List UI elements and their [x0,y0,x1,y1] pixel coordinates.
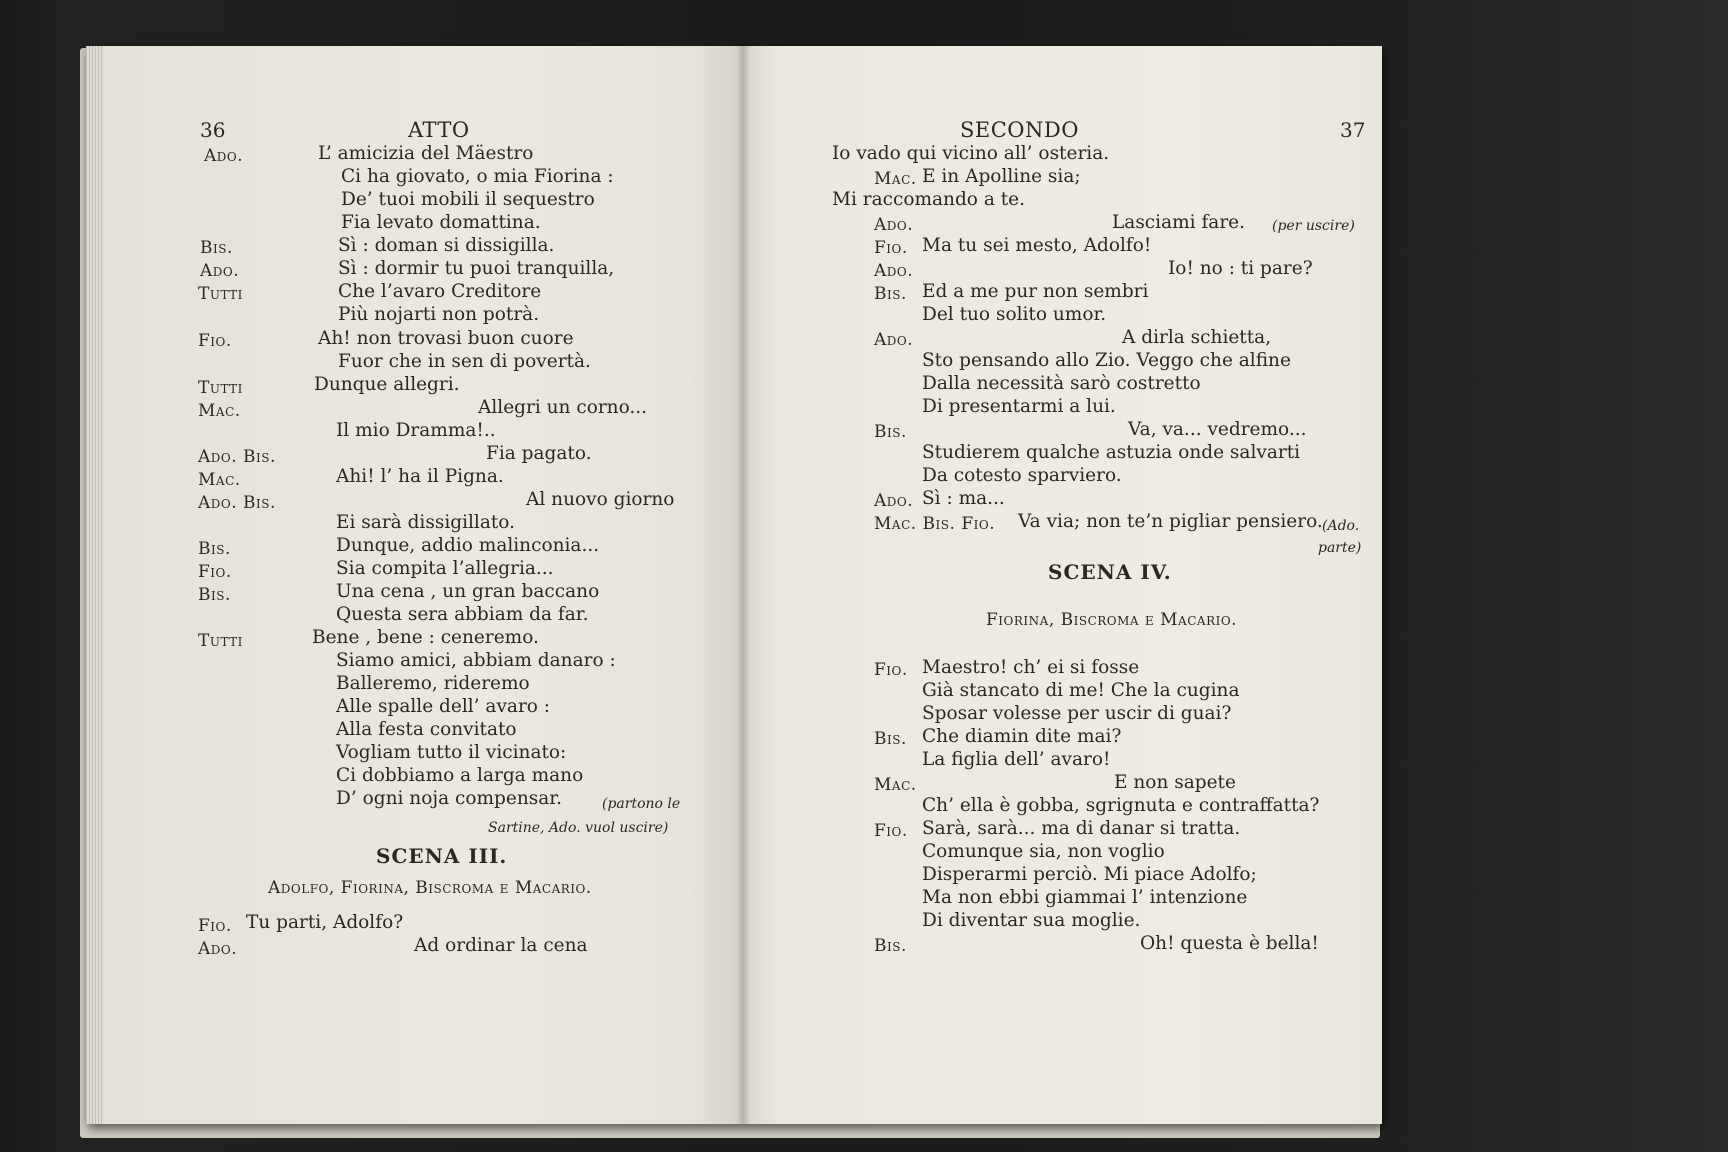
verse-line: Oh! questa è bella! [1140,933,1319,954]
scene-title: SCENA IV. [1048,560,1172,584]
verse-line: Ei sarà dissigillato. [336,512,515,533]
stage-direction: Sartine, Ado. vuol uscire) [488,820,669,836]
speaker-label: Ado. Bis. [198,447,276,467]
speaker-label: Ado. [874,330,914,350]
verse-line: Va via; non te’n pigliar pensiero. [1018,511,1323,532]
verse-line: Bene , bene : ceneremo. [312,627,539,648]
verse-line: Di presentarmi a lui. [922,396,1116,417]
speaker-label: Ado. [874,261,914,281]
speaker-label: Mac. [198,401,241,421]
verse-line: Il mio Dramma!.. [336,420,496,441]
speaker-label: Tutti [198,284,243,304]
stage-direction: (partono le [602,796,681,812]
stage-direction: (Ado. [1322,518,1360,534]
speaker-label: Fio. [874,660,908,680]
verse-line: Sposar volesse per uscir di guai? [922,703,1232,724]
speaker-label: Ado. [874,215,914,235]
stage-direction: parte) [1318,540,1362,556]
verse-line: L’ amicizia del Mäestro [318,143,534,164]
right-running-head: SECONDO [960,118,1079,142]
speaker-label: Bis. [874,729,907,749]
verse-line: Disperarmi perciò. Mi piace Adolfo; [922,864,1257,885]
verse-line: Dalla necessità sarò costretto [922,373,1201,394]
verse-line: Ah! non trovasi buon cuore [318,328,574,349]
speaker-label: Bis. [874,422,907,442]
verse-line: Ci ha giovato, o mia Fiorina : [341,166,614,187]
right-page-number: 37 [1340,118,1366,142]
stage-direction: (per uscire) [1272,218,1355,234]
verse-line: Sì : dormir tu puoi tranquilla, [338,258,615,279]
page-edges [86,46,102,1124]
speaker-label: Bis. [874,936,907,956]
verse-line: Siamo amici, abbiam danaro : [336,650,616,671]
verse-line: Ci dobbiamo a larga mano [336,765,584,786]
verse-line: Alla festa convitato [336,719,517,740]
verse-line: Del tuo solito umor. [922,304,1107,325]
verse-line: Ed a me pur non sembri [922,281,1149,302]
verse-line: Ahi! l’ ha il Pigna. [336,466,504,487]
speaker-label: Tutti [198,631,243,651]
verse-line: Ch’ ella è gobba, sgrignuta e contraffatta? [922,795,1320,816]
verse-line: Dunque allegri. [314,374,460,395]
speaker-label: Tutti [198,378,243,398]
verse-line: Va, va... vedremo... [1128,419,1307,440]
verse-line: Studierem qualche astuzia onde salvarti [922,442,1301,463]
verse-line: A dirla schietta, [1122,327,1272,348]
speaker-label: Ado. [204,146,244,166]
speaker-label: Fio. [874,238,908,258]
verse-line: Balleremo, rideremo [336,673,530,694]
verse-line: Che diamin dite mai? [922,726,1122,747]
speaker-label: Bis. [200,238,233,258]
verse-line: Sia compita l’allegria... [336,558,554,579]
speaker-label: Fio. [198,331,232,351]
right-page [742,46,1382,1124]
speaker-label: Bis. [874,284,907,304]
left-page-number: 36 [200,118,226,142]
speaker-label: Ado. [200,261,240,281]
left-page [86,46,742,1124]
speaker-label: Ado. [198,939,238,959]
verse-line: Sto pensando allo Zio. Veggo che alfine [922,350,1291,371]
book-gutter [736,46,750,1124]
verse-line: Io vado qui vicino all’ osteria. [832,143,1110,164]
speaker-label: Ado. [874,491,914,511]
speaker-label: Mac. [874,169,917,189]
verse-line: Una cena , un gran baccano [336,581,600,602]
speaker-label: Ado. Bis. [198,493,276,513]
speaker-label: Fio. [198,562,232,582]
scene-characters: Adolfo, Fiorina, Biscroma e Macario. [268,878,592,898]
verse-line: Ma tu sei mesto, Adolfo! [922,235,1152,256]
verse-line: Ma non ebbi giammai l’ intenzione [922,887,1248,908]
verse-line: La figlia dell’ avaro! [922,749,1111,770]
verse-line: Da cotesto sparviero. [922,465,1122,486]
verse-line: Fia pagato. [486,443,592,464]
verse-line: Fia levato domattina. [341,212,541,233]
verse-line: Questa sera abbiam da far. [336,604,589,625]
verse-line: Sarà, sarà... ma di danar si tratta. [922,818,1241,839]
verse-line: Dunque, addio malinconia... [336,535,600,556]
speaker-label: Fio. [874,821,908,841]
verse-line: Tu parti, Adolfo? [246,912,404,933]
verse-line: Fuor che in sen di povertà. [338,351,591,372]
verse-line: Più nojarti non potrà. [338,304,540,325]
verse-line: Io! no : ti pare? [1168,258,1313,279]
verse-line: Al nuovo giorno [526,489,675,510]
scene-characters: Fiorina, Biscroma e Macario. [986,610,1238,630]
verse-line: Comunque sia, non voglio [922,841,1165,862]
book-spread [86,46,1382,1124]
left-running-head: ATTO [408,118,470,142]
verse-line: E non sapete [1114,772,1236,793]
speaker-label: Mac. Bis. Fio. [874,514,996,534]
speaker-label: Mac. [874,775,917,795]
verse-line: Maestro! ch’ ei si fosse [922,657,1140,678]
verse-line: Che l’avaro Creditore [338,281,542,302]
speaker-label: Fio. [198,916,232,936]
scene-title: SCENA III. [376,844,508,868]
verse-line: Di diventar sua moglie. [922,910,1141,931]
speaker-label: Mac. [198,470,241,490]
verse-line: Sì : doman si dissigilla. [338,235,555,256]
verse-line: Già stancato di me! Che la cugina [922,680,1240,701]
verse-line: E in Apolline sia; [922,166,1081,187]
speaker-label: Bis. [198,539,231,559]
verse-line: Allegri un corno... [478,397,648,418]
verse-line: Lasciami fare. [1112,212,1246,233]
verse-line: Sì : ma... [922,488,1005,509]
verse-line: Ad ordinar la cena [414,935,588,956]
speaker-label: Bis. [198,585,231,605]
verse-line: Mi raccomando a te. [832,189,1025,210]
verse-line: Alle spalle dell’ avaro : [336,696,551,717]
verse-line: De’ tuoi mobili il sequestro [341,189,595,210]
verse-line: Vogliam tutto il vicinato: [336,742,567,763]
verse-line: D’ ogni noja compensar. [336,788,562,809]
